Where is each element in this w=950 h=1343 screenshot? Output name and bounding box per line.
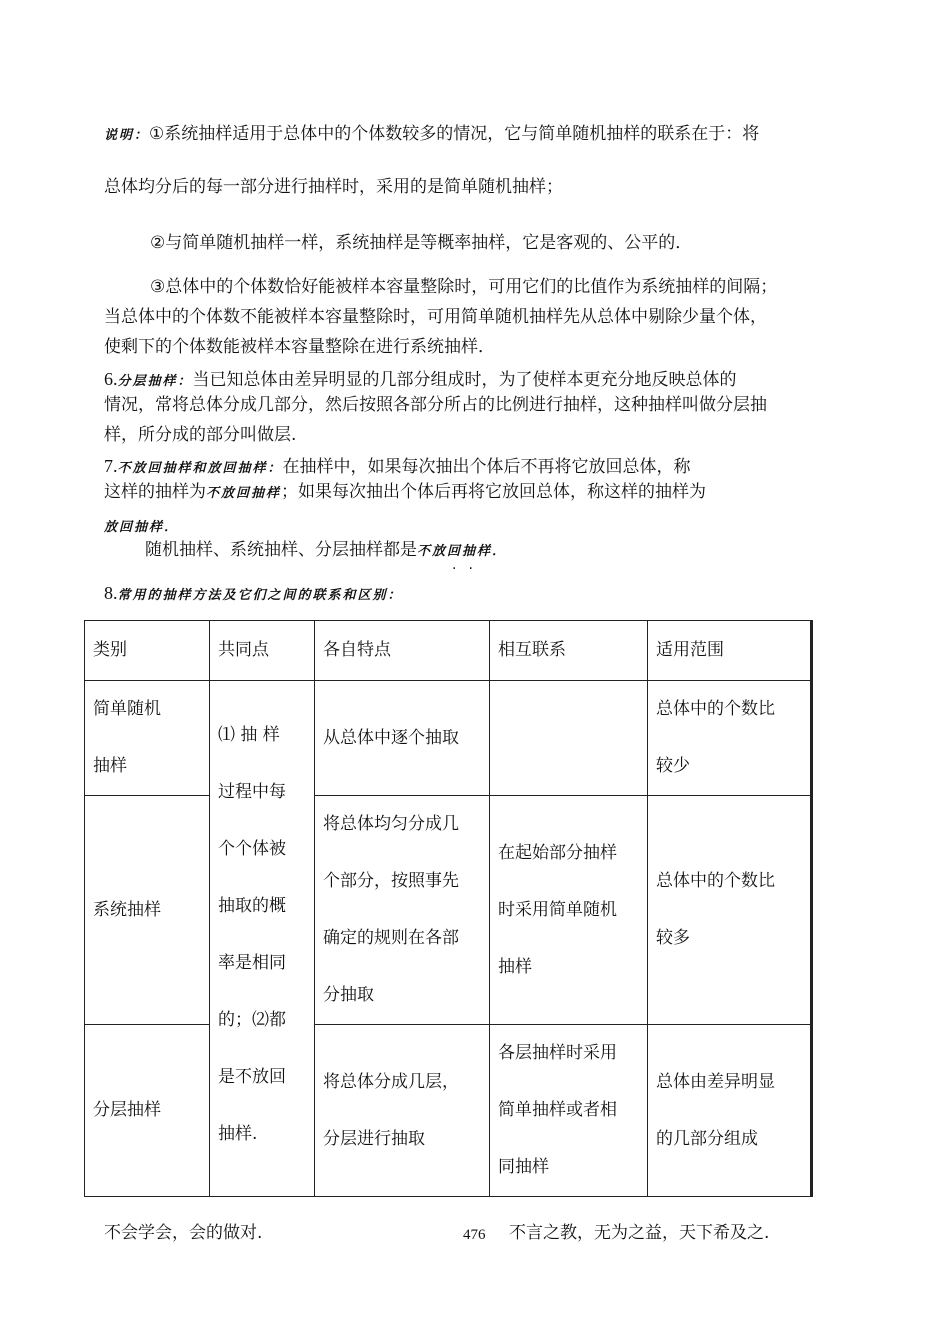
scope-text-1: 总体中的个数比 <box>656 871 775 891</box>
relation-cell <box>490 1025 648 1197</box>
section-8-number: 8. <box>104 583 118 603</box>
relation-text-2: 时采用简单随机 <box>498 899 617 920</box>
relation-text-3: 抽样 <box>498 956 532 977</box>
relation-text-3: 同抽样 <box>498 1157 549 1177</box>
section-6-line-3: 样，所分成的部分叫做层. <box>104 425 297 445</box>
scope-cell <box>648 681 811 796</box>
note-line-1 <box>104 123 759 147</box>
feature-text-2: 分层进行抽取 <box>323 1128 425 1149</box>
header-common: 共同点 <box>210 621 315 681</box>
header-feature: 各自特点 <box>315 621 490 681</box>
feature-text-1: 将总体均匀分成几 <box>323 814 459 834</box>
note-line-4: ③总体中的个体数恰好能被样本容量整除时，可用它们的比值作为系统抽样的间隔； <box>150 277 778 297</box>
section-7-text-2b: ；如果每次抽出个体后再将它放回总体，称这样的抽样为 <box>281 482 707 502</box>
section-6-line-1 <box>104 368 737 393</box>
category-cell <box>85 681 210 796</box>
category-text-2: 抽样 <box>93 756 127 776</box>
section-7-term: 不放回抽样和放回抽样： <box>117 461 283 476</box>
note-label: 说明： <box>104 128 150 143</box>
category-cell: 系统抽样 <box>85 796 210 1025</box>
section-7-line-1 <box>104 455 691 480</box>
section-8-term: 常用的抽样方法及它们之间的联系和区别： <box>117 588 403 603</box>
section-7-term-conclusion: 不放回抽样． <box>417 544 508 559</box>
section-7-number: 7. <box>104 456 118 476</box>
feature-text-4: 分抽取 <box>323 985 374 1005</box>
note-line-3: ②与简单随机抽样一样，系统抽样是等概率抽样，它是客观的、公平的． <box>150 233 693 253</box>
section-7-text-4: 随机抽样、系统抽样、分层抽样都是 <box>145 540 417 560</box>
section-7-line-4 <box>145 539 507 563</box>
feature-cell <box>315 796 490 1025</box>
relation-text-2: 简单抽样或者相 <box>498 1100 617 1120</box>
header-relation: 相互联系 <box>490 621 648 681</box>
category-text-1: 简单随机 <box>93 699 161 719</box>
sampling-comparison-table <box>84 620 811 1197</box>
common-cell <box>210 681 315 1197</box>
scope-text-2: 较多 <box>656 928 690 948</box>
footer-right: 不言之教，无为之益，天下希及之. <box>509 1223 770 1243</box>
note-line-5: 当总体中的个体数不能被样本容量整除时，可用简单随机抽样先从总体中剔除少量个体， <box>104 307 767 327</box>
common-text-4: 抽取的概 <box>218 896 286 916</box>
scope-text-1: 总体中的个数比 <box>656 699 775 719</box>
feature-text-2: 个部分，按照事先 <box>323 871 459 891</box>
relation-text-1: 各层抽样时采用 <box>498 1043 617 1063</box>
table-row <box>85 681 811 796</box>
section-6-line-2: 情况，常将总体分成几部分，然后按照各部分所占的比例进行抽样，这种抽样叫做分层抽 <box>104 395 767 415</box>
common-text-6: 的；⑵都 <box>218 1010 286 1030</box>
section-7-text-2a: 这样的抽样为 <box>104 482 206 502</box>
common-text-7: 是不放回 <box>218 1067 286 1087</box>
footer-left: 不会学会，会的做对. <box>104 1223 263 1243</box>
page-number: 476 <box>463 1227 486 1243</box>
common-text-5: 率是相同 <box>218 953 286 973</box>
section-7-text-1: 在抽样中，如果每次抽出个体后不再将它放回总体，称 <box>282 457 691 477</box>
relation-text-1: 在起始部分抽样 <box>498 842 617 863</box>
common-text-3: 个个体被 <box>218 839 286 859</box>
common-text-2: 过程中每 <box>218 782 286 802</box>
section-7-line-2 <box>104 481 706 505</box>
table-header-row <box>85 621 811 681</box>
relation-cell <box>490 796 648 1025</box>
table-row <box>85 1025 811 1197</box>
header-category: 类别 <box>85 621 210 681</box>
common-text-1: ⑴ 抽 样 <box>218 725 280 745</box>
note-line-2: 总体均分后的每一部分进行抽样时，采用的是简单随机抽样； <box>104 177 563 197</box>
relation-cell <box>490 681 648 796</box>
scope-text-2: 的几部分组成 <box>656 1128 758 1149</box>
note-text-1: ①系统抽样适用于总体中的个体数较多的情况，它与简单随机抽样的联系在于：将 <box>149 124 760 144</box>
table-row <box>85 796 811 1025</box>
section-8-heading <box>104 582 403 607</box>
category-cell: 分层抽样 <box>85 1025 210 1197</box>
note-line-6: 使剩下的个体数能被样本容量整除在进行系统抽样． <box>104 337 495 357</box>
emphasis-dots: ·· <box>452 561 485 577</box>
section-7-line-3 <box>104 515 179 539</box>
section-7-term-no-replacement: 不放回抽样 <box>206 486 282 501</box>
section-6-number: 6. <box>104 369 118 389</box>
section-6-term: 分层抽样： <box>117 374 193 389</box>
feature-cell: 从总体中逐个抽取 <box>315 681 490 796</box>
header-scope: 适用范围 <box>648 621 811 681</box>
scope-cell <box>648 1025 811 1197</box>
section-7-term-with-replacement: 放回抽样． <box>104 520 180 535</box>
table-right-rule <box>811 620 813 1197</box>
feature-cell <box>315 1025 490 1197</box>
feature-text-1: 将总体分成几层， <box>323 1071 459 1092</box>
common-text-8: 抽样. <box>218 1124 258 1144</box>
section-6-text-1: 当已知总体由差异明显的几部分组成时，为了使样本更充分地反映总体的 <box>192 370 737 390</box>
scope-cell <box>648 796 811 1025</box>
feature-text-3: 确定的规则在各部 <box>323 928 459 948</box>
scope-text-2: 较少 <box>656 756 690 776</box>
scope-text-1: 总体由差异明显 <box>656 1071 775 1092</box>
